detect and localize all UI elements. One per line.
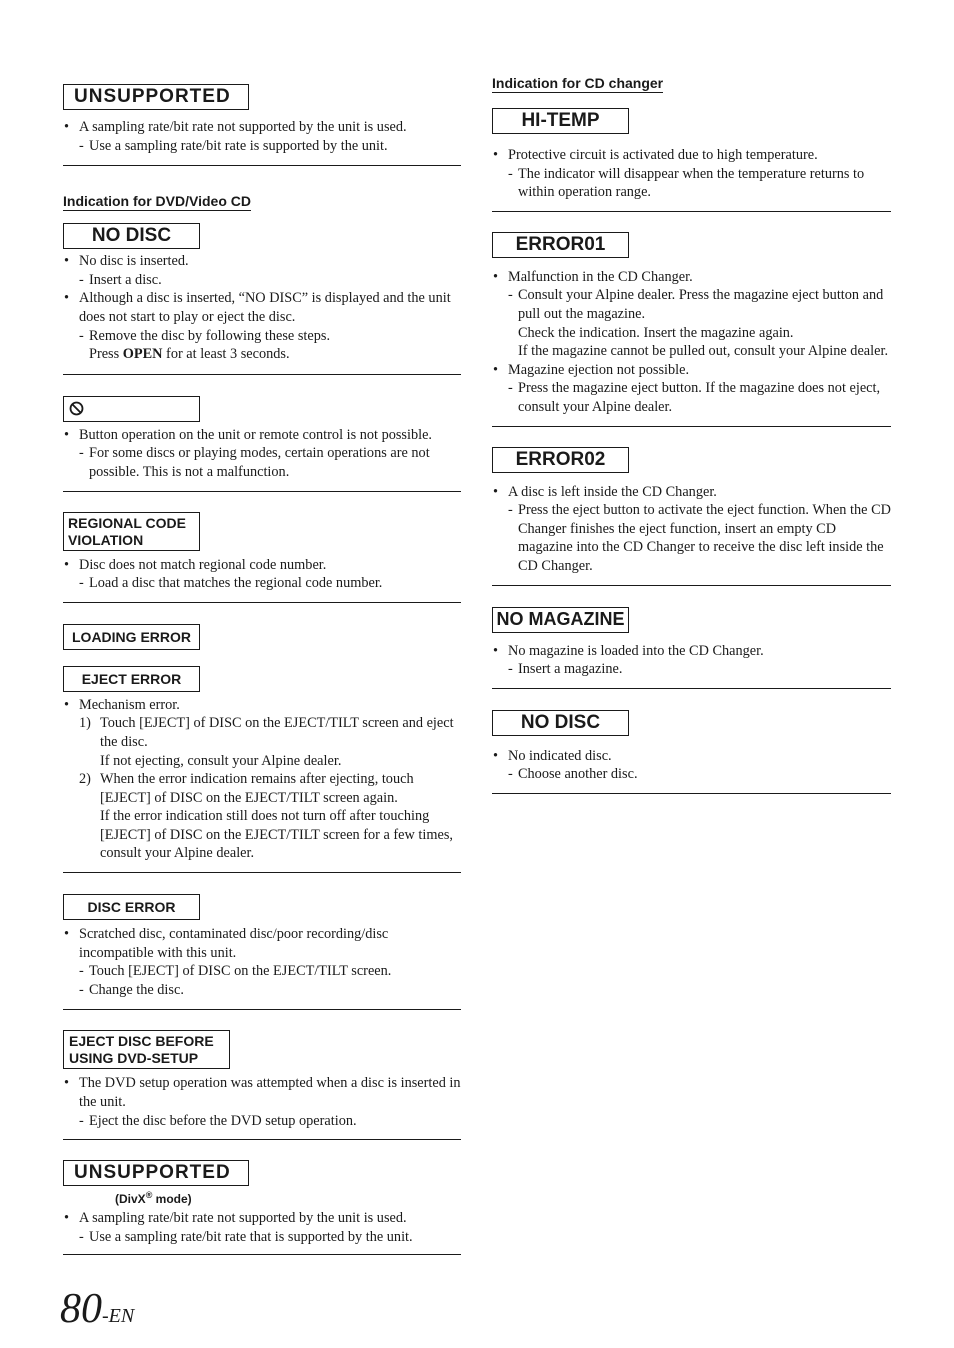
eject-error-display-box: EJECT ERROR [63, 666, 200, 692]
bullet-item: • Mechanism error. [63, 696, 461, 715]
remedy-continuation: Press OPEN for at least 3 seconds. [89, 346, 290, 363]
numbered-step: 1) Touch [EJECT] of DISC on the EJECT/TILT screen and eject the disc. [79, 715, 454, 750]
numbered-step: 2) When the error indication remains after ejecting, touch [EJECT] of DISC on the EJECT/TILT screen again. [79, 771, 414, 806]
remedy-item: - Consult your Alpine dealer. Press the magazine eject button and pull out the magazine. [492, 286, 891, 323]
remedy-item: - Choose another disc. [492, 765, 891, 784]
bullet-item: • No magazine is loaded into the CD Changer. [492, 642, 891, 661]
step-continuation: If not ejecting, consult your Alpine dealer. [100, 752, 342, 769]
section-divider [492, 688, 891, 689]
error02-entry [492, 483, 891, 576]
bullet-item: • Scratched disc, contaminated disc/poor recording/disc incompatible with this unit. [63, 925, 461, 962]
section-divider [63, 1009, 461, 1010]
disc-error-entry [63, 925, 461, 999]
no-magazine-entry [492, 642, 891, 679]
section-divider [492, 585, 891, 586]
section-divider [63, 1139, 461, 1140]
remedy-item: - Use a sampling rate/bit rate that is supported by the unit. [63, 1228, 461, 1247]
bullet-item: • A sampling rate/bit rate not supported by the unit is used. [63, 1209, 461, 1228]
loading-error-display-box: LOADING ERROR [63, 624, 200, 650]
remedy-item: - Touch [EJECT] of DISC on the EJECT/TILT screen. [63, 962, 461, 981]
cd-no-disc-entry [492, 747, 891, 784]
hi-temp-entry [492, 146, 891, 202]
open-key-label: OPEN [122, 346, 163, 363]
error01-display-box: ERROR01 [492, 232, 629, 258]
section-divider [63, 374, 461, 375]
bullet-item: • Malfunction in the CD Changer. [492, 268, 891, 287]
no-magazine-display-box: NO MAGAZINE [492, 607, 629, 633]
bullet-item: • The DVD setup operation was attempted when a disc is inserted in the unit. [63, 1074, 461, 1111]
no-disc-entry [63, 252, 461, 364]
bullet-item: • Protective circuit is activated due to high temperature. [492, 146, 891, 165]
remedy-item: - Change the disc. [63, 981, 461, 1000]
remedy-item: - Press the magazine eject button. If the magazine does not eject, consult your Alpine dealer. [492, 379, 891, 416]
right-column [492, 75, 891, 794]
cd-no-disc-display-box: NO DISC [492, 710, 629, 736]
bullet-item: • A disc is left inside the CD Changer. [492, 483, 891, 502]
dvd-section-heading: Indication for DVD/Video CD [63, 193, 251, 210]
error02-display-box: ERROR02 [492, 447, 629, 473]
section-divider [63, 872, 461, 873]
bullet-item: • Although a disc is inserted, “NO DISC” is displayed and the unit does not start to play or eject the disc. [63, 289, 461, 326]
prohibited-display-box [63, 396, 200, 422]
unsupported-divx-display-box: UNSUPPORTED [63, 1160, 249, 1186]
divx-mode-caption: (DivX® mode) [115, 1190, 192, 1207]
regional-code-display-box: REGIONAL CODE VIOLATION [63, 512, 200, 551]
bullet-item: • No disc is inserted. [63, 252, 461, 271]
page-number: 80-EN [60, 1286, 135, 1332]
unsupported-display-box: UNSUPPORTED [63, 84, 249, 110]
eject-disc-before-setup-display-box: EJECT DISC BEFORE USING DVD-SETUP [63, 1030, 230, 1069]
step-continuation: If the error indication still does not turn off after touching [EJECT] of DISC on the EJECT/TILT screen for a few times, consult your Alpine dealer. [100, 808, 453, 862]
section-divider [492, 426, 891, 427]
remedy-item: - Insert a magazine. [492, 660, 891, 679]
cd-changer-section-heading: Indication for CD changer [492, 75, 664, 91]
error01-entry [492, 268, 891, 417]
bullet-item: • No indicated disc. [492, 747, 891, 766]
section-divider [63, 491, 461, 492]
left-column [63, 84, 461, 1255]
remedy-continuation: Check the indication. Insert the magazine again. [518, 324, 794, 341]
prohibited-icon [69, 401, 84, 416]
remedy-item: - Use a sampling rate/bit rate is supported by the unit. [63, 137, 461, 156]
eject-disc-before-setup-entry [63, 1074, 461, 1130]
bullet-item: • Magazine ejection not possible. [492, 361, 891, 380]
remedy-item: - Remove the disc by following these steps. [63, 327, 461, 346]
regional-code-entry [63, 556, 461, 593]
hi-temp-display-box: HI-TEMP [492, 108, 629, 134]
remedy-item: - The indicator will disappear when the temperature returns to within operation range. [492, 165, 891, 202]
section-divider [492, 211, 891, 212]
remedy-continuation: If the magazine cannot be pulled out, consult your Alpine dealer. [518, 343, 889, 360]
remedy-item: - Eject the disc before the DVD setup operation. [63, 1112, 461, 1131]
remedy-item: - Press the eject button to activate the eject function. When the CD Changer finishes the eject function, insert an empty CD magazine into the CD Changer to receive the disc left inside the CD Changer. [492, 501, 891, 575]
section-divider [63, 165, 461, 166]
unsupported-divx-entry [63, 1209, 461, 1246]
bullet-item: • Disc does not match regional code number. [63, 556, 461, 575]
disc-error-display-box: DISC ERROR [63, 894, 200, 920]
remedy-item: - For some discs or playing modes, certain operations are not possible. This is not a malfunction. [63, 444, 461, 481]
no-disc-display-box: NO DISC [63, 223, 200, 249]
section-divider [63, 1254, 461, 1255]
unsupported-entry [63, 118, 461, 155]
remedy-item: - Load a disc that matches the regional code number. [63, 574, 461, 593]
section-divider [492, 793, 891, 794]
remedy-item: - Insert a disc. [63, 271, 461, 290]
section-divider [63, 602, 461, 603]
bullet-item: • Button operation on the unit or remote control is not possible. [63, 426, 461, 445]
prohibited-entry [63, 426, 461, 482]
eject-error-entry [63, 696, 461, 863]
bullet-item: • A sampling rate/bit rate not supported by the unit is used. [63, 118, 461, 137]
